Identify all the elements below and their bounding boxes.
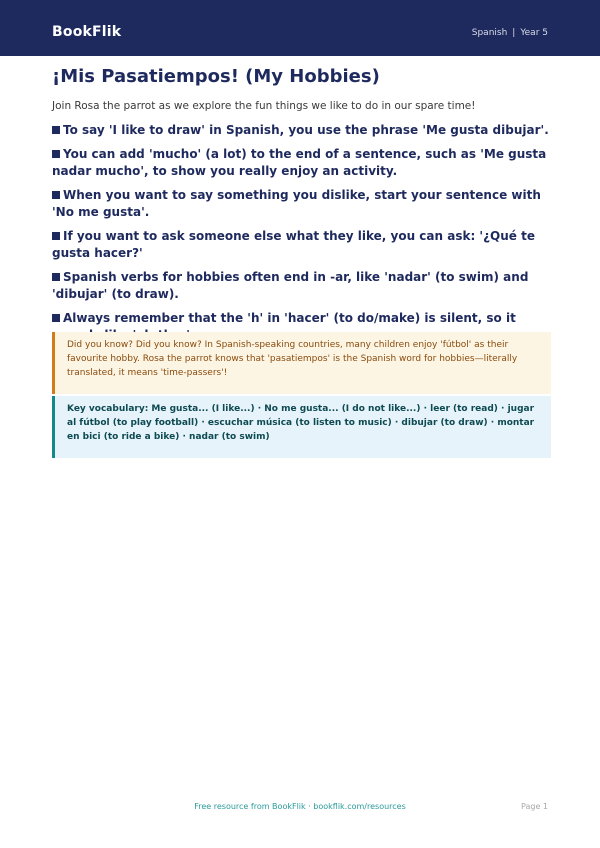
page-number: Page 1 <box>521 802 548 811</box>
header-meta <box>472 28 548 38</box>
key-vocabulary-callout <box>52 396 551 458</box>
list-item <box>52 187 550 221</box>
subject-label: Spanish <box>471 28 508 38</box>
key-vocabulary-text: Key vocabulary: Me gusta... (I like...) · No me gusta... (I do not like...) · leer (to read) · jugar al fútbol (to play football) · escuchar música (to listen to music) · dibujar (to draw) · montar en bici (to ride a bike) · nadar (to swim) <box>67 404 535 442</box>
fact-text: Spanish verbs for hobbies often end in -ar, like 'nadar' (to swim) and 'dibujar' (to draw). <box>52 270 529 301</box>
square-bullet-icon <box>52 273 60 281</box>
square-bullet-icon <box>52 191 60 199</box>
footer-credit: Free resource from BookFlik · bookflik.com/resources <box>194 802 406 811</box>
fact-text: When you want to say something you dislike, start your sentence with 'No me gusta'. <box>52 188 541 219</box>
fact-text: To say 'I like to draw' in Spanish, you use the phrase 'Me gusta dibujar'. <box>63 123 549 137</box>
square-bullet-icon <box>52 232 60 240</box>
list-item <box>52 228 550 262</box>
fact-text: Always remember that the 'h' in 'hacer' (to do/make) is silent, so it <box>63 311 516 325</box>
header-bar <box>0 0 600 56</box>
list-item <box>52 122 550 139</box>
intro-text: Join Rosa the parrot as we explore the fun things we like to do in our spare time! <box>52 100 476 112</box>
did-you-know-callout <box>52 332 551 394</box>
list-item <box>52 146 550 180</box>
list-item <box>52 269 550 303</box>
did-you-know-text: Did you know? Did you know? In Spanish-speaking countries, many children enjoy 'fútbol' as their favourite hobby. Rosa the parrot knows that 'pasatiempos' is the Spanish word for hobbies—literally translated, it means 'time-passers'! <box>67 340 518 378</box>
square-bullet-icon <box>52 314 60 322</box>
fact-text: You can add 'mucho' (a lot) to the end of a sentence, such as 'Me gusta nadar mucho', to show you really enjoy an activity. <box>52 147 547 178</box>
square-bullet-icon <box>52 126 60 134</box>
brand-logo: BookFlik <box>52 24 122 40</box>
meta-separator: | <box>512 28 516 38</box>
fact-text: If you want to ask someone else what they like, you can ask: '¿Qué te gusta hacer?' <box>52 229 535 260</box>
page-title: ¡Mis Pasatiempos! (My Hobbies) <box>52 66 380 87</box>
square-bullet-icon <box>52 150 60 158</box>
fact-list <box>52 122 550 351</box>
year-label: Year 5 <box>520 28 548 38</box>
